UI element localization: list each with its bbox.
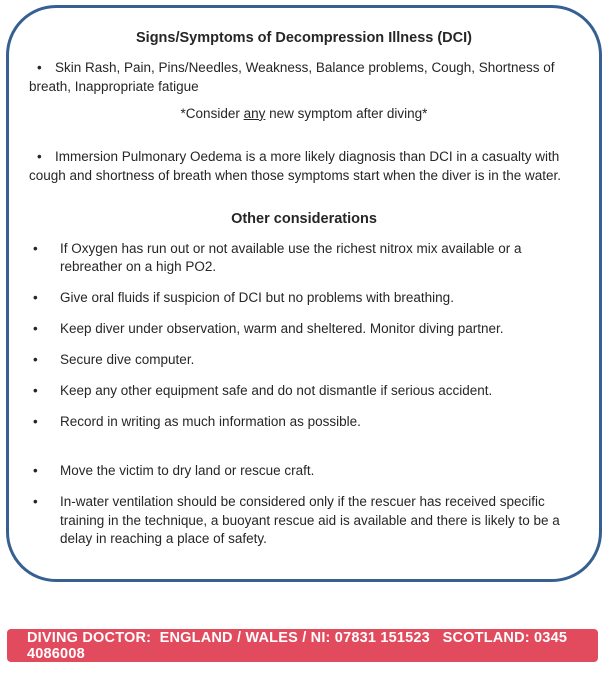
dci-info-card [6,5,602,582]
other-consideration-text: Record in writing as much information as possible. [60,413,361,429]
other-consideration-text: Keep any other equipment safe and do not dismantle if serious accident. [60,383,493,399]
other-consideration-text: Keep diver under observation, warm and sheltered. Monitor diving partner. [60,321,504,337]
bullet-icon: • [33,321,38,337]
symptoms-bullet [29,59,579,97]
bullet-icon: • [33,383,38,399]
bullet-icon: • [33,413,38,429]
ipo-bullet [29,148,579,186]
bullet-icon: • [33,493,38,509]
consider-note-underlined-any: any [243,105,266,121]
rescue-item [29,462,579,481]
banner-text: DIVING DOCTOR: ENGLAND / WALES / NI: 07831 151523 SCOTLAND: 0345 4086008 [27,629,572,662]
bullet-icon: • [33,240,38,256]
ipo-text: Immersion Pulmonary Oedema is a more likely diagnosis than DCI in a casualty with cough and shortness of breath when those symptoms start when the diver is in the water. [29,148,562,183]
consider-note [29,106,579,121]
bullet-icon: • [33,462,38,478]
consider-note-suffix: new symptom after diving* [265,105,428,121]
symptoms-text: Skin Rash, Pain, Pins/Needles, Weakness, Balance problems, Cough, Shortness of breath, Inappropriate fatigue [29,60,555,94]
other-consideration-item [29,289,579,308]
other-considerations-list [29,240,579,550]
diving-doctor-banner [7,629,598,662]
other-consideration-item [29,413,579,432]
rescue-item [29,493,579,550]
rescue-item-text: In-water ventilation should be considered only if the rescuer has received specific training in the technique, a buoyant rescue aid is available and there is likely to be a delay in reaching a place of safety. [60,493,560,547]
other-consideration-item [29,382,579,401]
consider-note-prefix: *Consider [180,105,244,121]
other-consideration-text: Give oral fluids if suspicion of DCI but no problems with breathing. [60,290,454,306]
other-consideration-item [29,351,579,370]
rescue-item-text: Move the victim to dry land or rescue craft. [60,462,315,478]
bullet-icon: • [33,352,38,368]
bullet-icon: • [37,148,42,164]
other-consideration-text: If Oxygen has run out or not available use the richest nitrox mix available or a rebreather on a high PO2. [60,240,522,275]
bullet-icon: • [37,60,42,75]
other-consideration-text: Secure dive computer. [60,352,195,368]
other-considerations-heading: Other considerations [231,210,377,227]
other-consideration-item [29,240,579,278]
card-title: Signs/Symptoms of Decompression Illness (DCI) [136,30,472,46]
bullet-icon: • [33,290,38,306]
other-consideration-item [29,320,579,339]
